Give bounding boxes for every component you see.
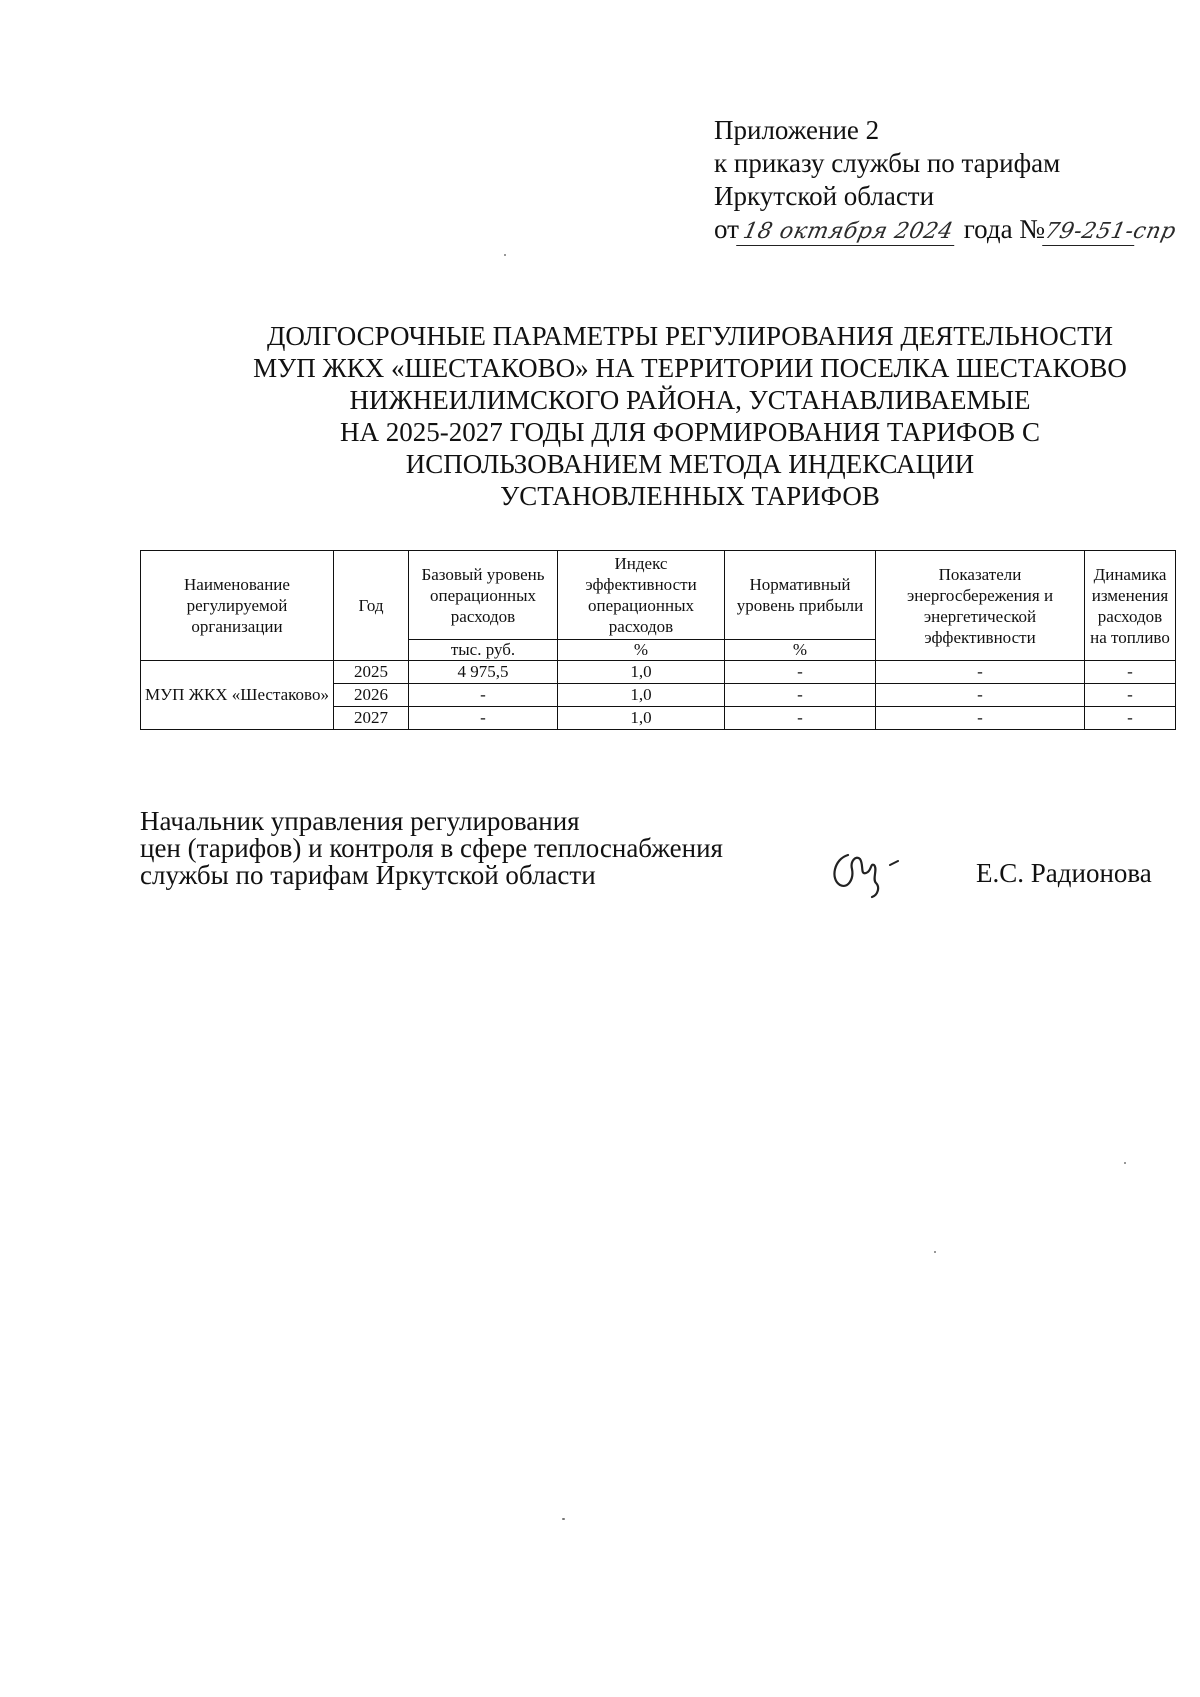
appendix-line-2: к приказу службы по тарифам — [714, 148, 1061, 178]
appendix-line-4 — [714, 213, 1179, 246]
signer-position-line-3: службы по тарифам Иркутской области — [140, 860, 596, 890]
base-cell: - — [409, 707, 558, 730]
year-cell: 2026 — [334, 684, 409, 707]
title-line: ИСПОЛЬЗОВАНИЕМ МЕТОДА ИНДЕКСАЦИИ — [405, 449, 975, 479]
scan-speck — [1124, 1162, 1126, 1164]
scan-speck — [562, 1518, 565, 1520]
organization-cell: МУП ЖКХ «Шестаково» — [141, 661, 334, 730]
parameters-table — [140, 550, 1176, 730]
document-title — [140, 320, 1200, 512]
base-cell: - — [409, 684, 558, 707]
signer-position-line-2: цен (тарифов) и контроля в сфере теплоснабжения — [140, 833, 723, 863]
base-cell: 4 975,5 — [409, 661, 558, 684]
signer-position-line-1: Начальник управления регулирования — [140, 806, 580, 836]
energy-cell: - — [876, 684, 1085, 707]
fuel-cell: - — [1085, 707, 1176, 730]
fuel-cell: - — [1085, 684, 1176, 707]
year-cell: 2025 — [334, 661, 409, 684]
signer-name: Е.С. Радионова — [976, 858, 1152, 888]
appendix-reference — [714, 114, 1179, 246]
index-cell: 1,0 — [558, 661, 725, 684]
header-year: Год — [334, 551, 409, 661]
title-line: УСТАНОВЛЕННЫХ ТАРИФОВ — [500, 481, 880, 511]
signature-block — [140, 808, 723, 889]
profit-cell: - — [725, 684, 876, 707]
header-base-level: Базовый уровень операционных расходов — [409, 551, 558, 640]
appendix-line-1: Приложение 2 — [714, 115, 880, 145]
year-number-label: года № — [963, 214, 1046, 244]
energy-cell: - — [876, 707, 1085, 730]
appendix-line-3: Иркутской области — [714, 181, 935, 211]
profit-cell: - — [725, 707, 876, 730]
title-line: ДОЛГОСРОЧНЫЕ ПАРАМЕТРЫ РЕГУЛИРОВАНИЯ ДЕЯТЕЛЬНОСТИ — [266, 321, 1114, 351]
table-row — [141, 661, 1176, 684]
header-efficiency-index: Индекс эффективности операционных расходов — [558, 551, 725, 640]
title-line: МУП ЖКХ «ШЕСТАКОВО» НА ТЕРРИТОРИИ ПОСЕЛКА ШЕСТАКОВО — [253, 353, 1127, 383]
profit-cell: - — [725, 661, 876, 684]
header-energy-saving: Показатели энергосбережения и энергетической эффективности — [876, 551, 1085, 661]
table-header-row — [141, 551, 1176, 640]
energy-cell: - — [876, 661, 1085, 684]
header-profit-level: Нормативный уровень прибыли — [725, 551, 876, 640]
scan-speck — [934, 1251, 936, 1253]
scan-speck — [504, 254, 506, 256]
unit-profit: % — [725, 640, 876, 661]
title-line: НА 2025-2027 ГОДЫ ДЛЯ ФОРМИРОВАНИЯ ТАРИФОВ С — [340, 417, 1040, 447]
fuel-cell: - — [1085, 661, 1176, 684]
index-cell: 1,0 — [558, 707, 725, 730]
year-cell: 2027 — [334, 707, 409, 730]
unit-base: тыс. руб. — [409, 640, 558, 661]
index-cell: 1,0 — [558, 684, 725, 707]
handwritten-order-number: 79-251-спр — [1042, 219, 1179, 244]
from-label: от — [714, 214, 739, 244]
handwritten-signature — [826, 845, 916, 901]
handwritten-date: 18 октября 2024 — [736, 219, 960, 246]
header-organization: Наименование регулируемой организации — [141, 551, 334, 661]
header-fuel-dynamics: Динамика изменения расходов на топливо — [1085, 551, 1176, 661]
title-line: НИЖНЕИЛИМСКОГО РАЙОНА, УСТАНАВЛИВАЕМЫЕ — [349, 385, 1031, 415]
unit-index: % — [558, 640, 725, 661]
